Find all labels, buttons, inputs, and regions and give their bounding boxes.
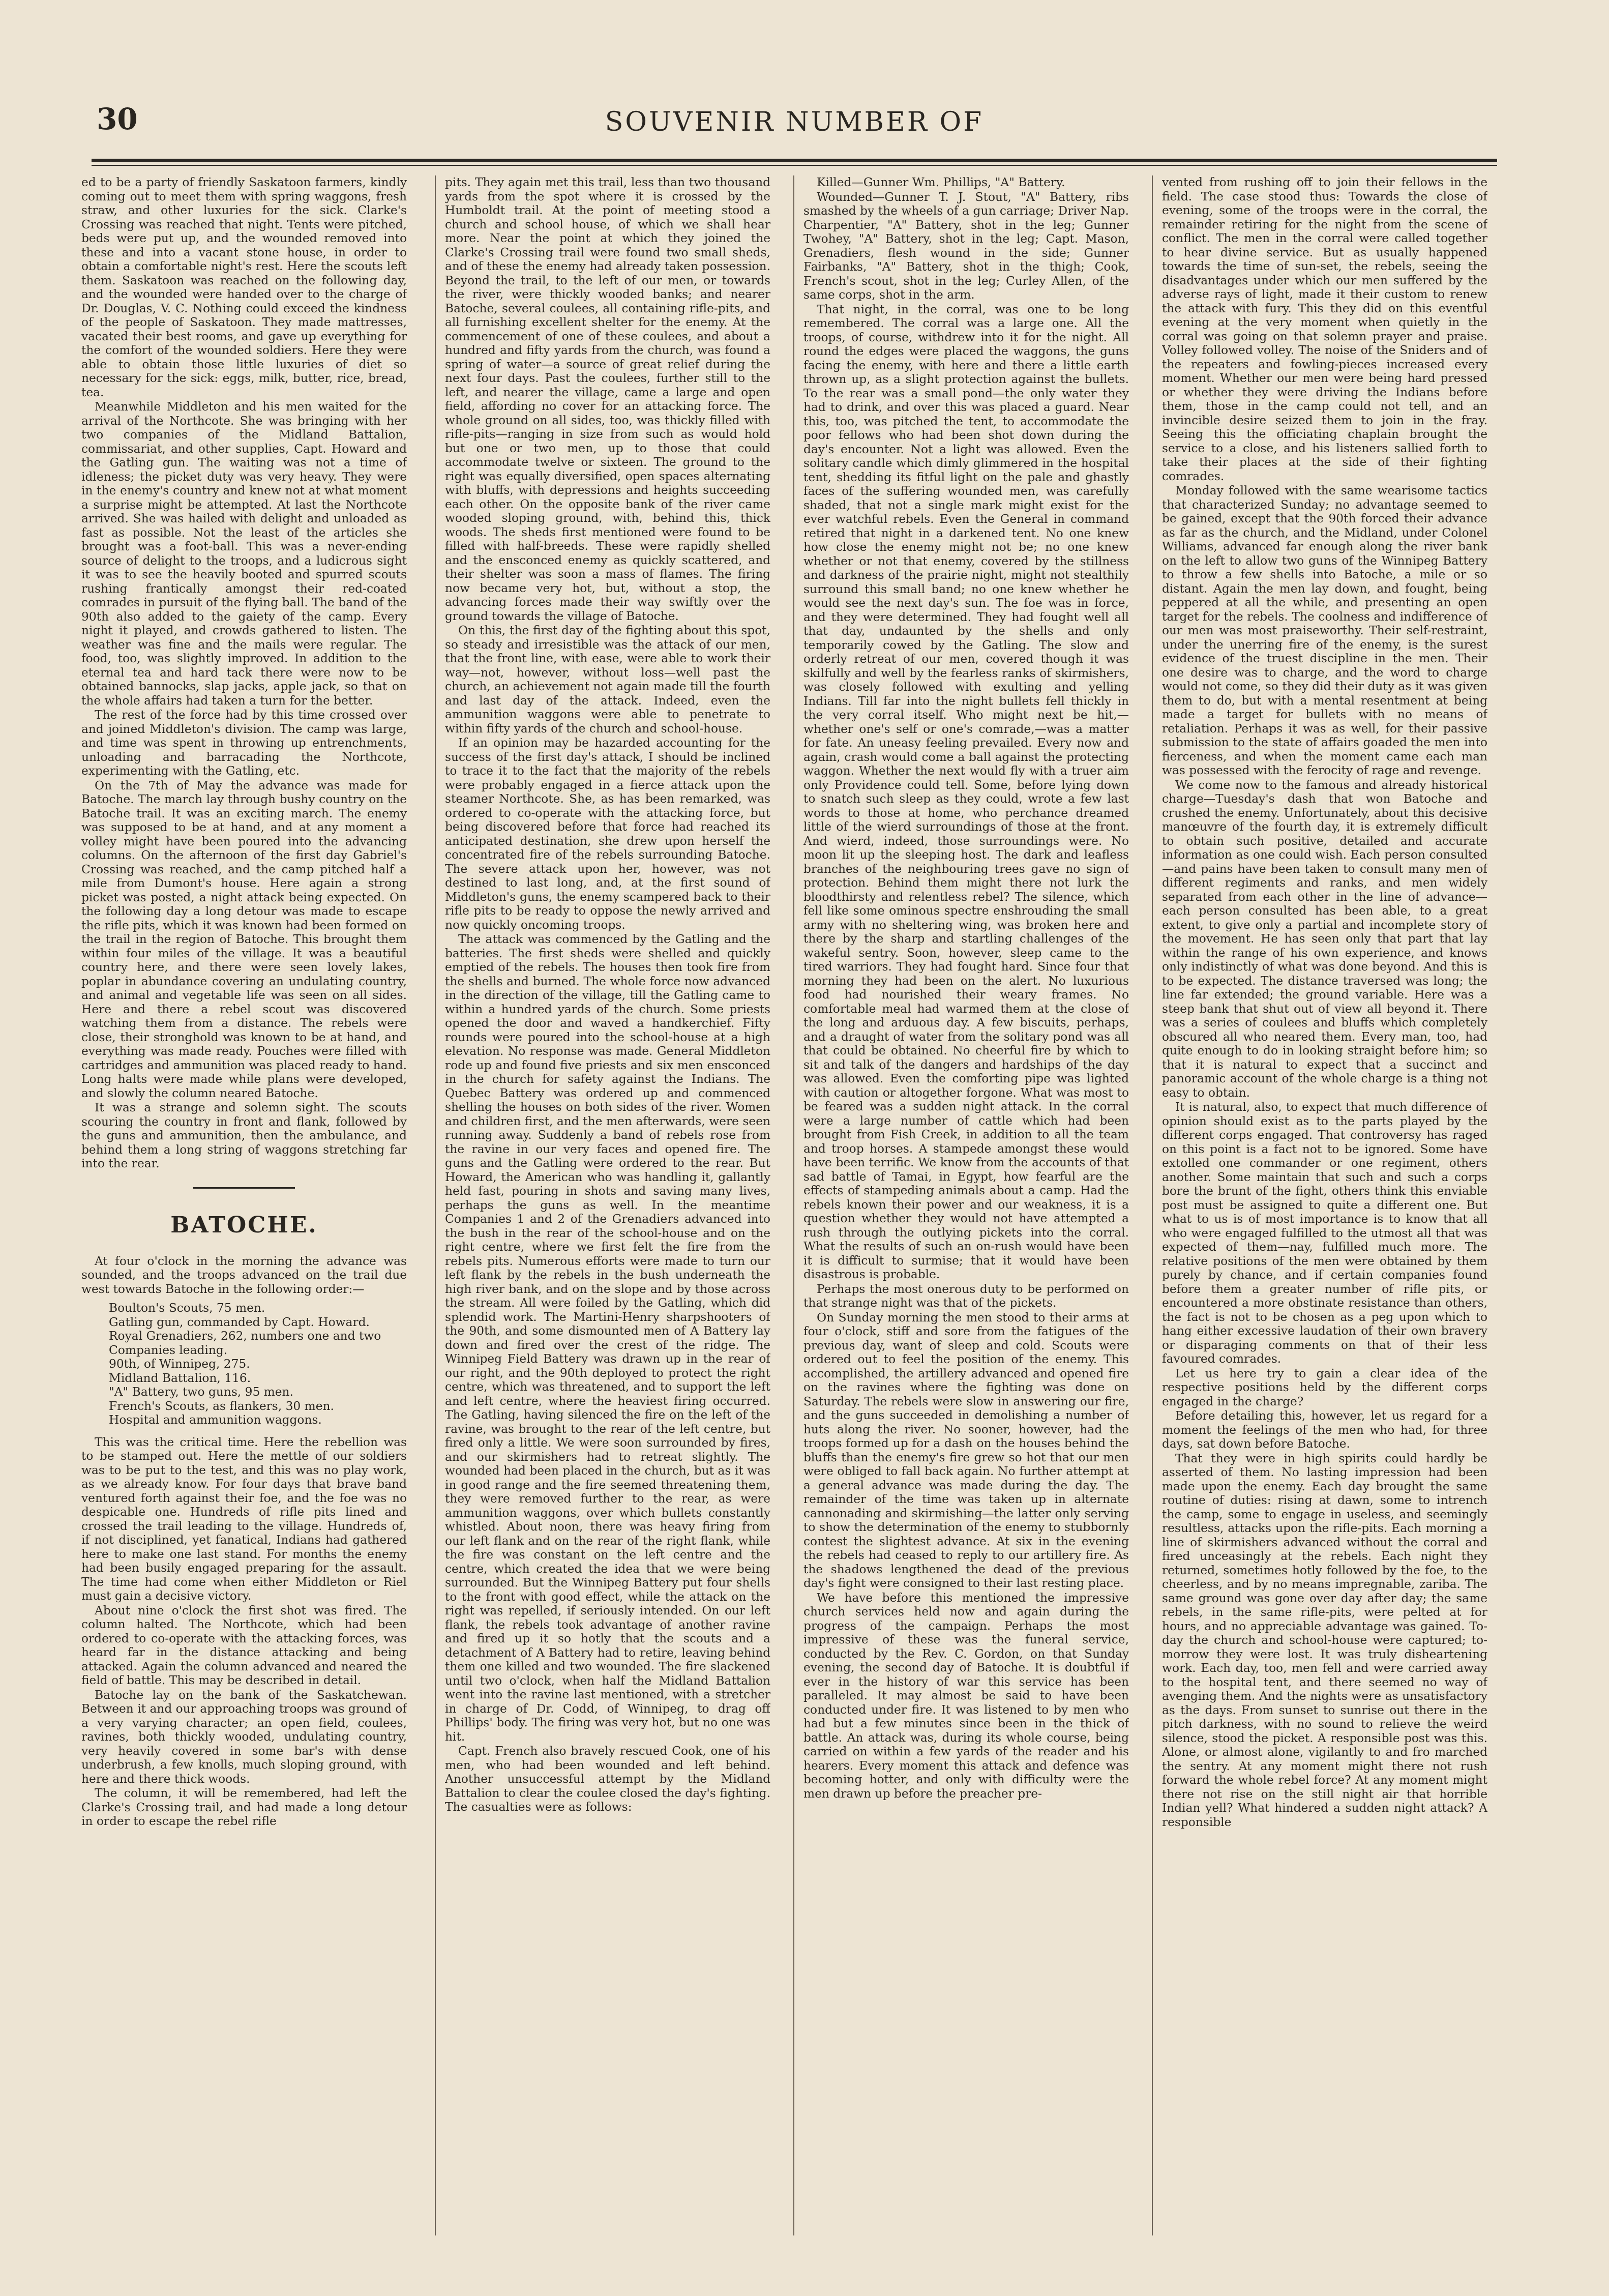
paragraph: The rest of the force had by this time crossed over and joined Middleton's division. The camp was large, and time was spent in throwing up entrenchments, unloading and barracading the Northcote, experimenting with the Gatling, etc.	[81, 708, 407, 778]
paragraph: About nine o'clock the first shot was fired. The column halted. The Northcote, which had been ordered to co-operate with the attacking forces, was heard far in the distance attacking and being attacked. Again the column advanced and neared the field of battle. This may be described in detail.	[81, 1603, 407, 1687]
paragraph: It is natural, also, to expect that much difference of opinion should exist as to the parts played by the different corps engaged. That controversy has raged on this point is a fact not to be ignored. Some have extolled one commander or one regiment, others another. Some maintain that such and such a corps bore the brunt of the fight, others think this enviable post must be assigned to quite a different one. But what to us is of most importance is to know that all who were engaged fulfilled to the utmost all that was expected of them—nay, fulfilled much more. The relative positions of the men were obtained by them purely by chance, and if certain companies found before them a greater number of rifle pits, or encountered a more obstinate resistance than others, the fact is not to be chosen as a peg upon which to hang either excessive laudation of their own bravery or disparaging comments on that of their less favoured comrades.	[1162, 1100, 1487, 1366]
roster-item: "A" Battery, two guns, 95 men.	[109, 1385, 293, 1399]
section-heading: BATOCHE.	[170, 1212, 318, 1238]
paragraph: That they were in high spirits could hardly be asserted of them. No lasting impression had been made upon the enemy. Each day brought the same routine of duties: rising at dawn, some to intrench the camp, some to engage in useless, and seemingly resultless, attacks upon the rifle-pits. Each morning a line of skirmishers advanced without the corral and fired unceasingly at the rebels. Each night they returned, sometimes hotly followed by the foe, to the cheerless, and by no means impregnable, zariba. The same ground was gone over day after day; the same rebels, in the same rifle-pits, were pelted at for hours, and no appreciable advantage was gained. To-day the church and school-house were captured; to-morrow they were lost. It was truly disheartening work. Each day, too, men fell and were carried away to the hospital tent, and there seemed no way of avenging them. And the nights were as unsatisfactory as the days. From sunset to sunrise out there in the pitch darkness, with no sound to relieve the weird silence, stood the picket. A responsible post was this. Alone, or almost alone, vigilantly to and fro marched the sentry. At any moment might there not rush forward the whole rebel force? At any moment might there not rise on the still night air that horrible Indian yell? What hindered a sudden night attack? A responsible	[1162, 1451, 1487, 1829]
roster-item: Boulton's Scouts, 75 men.	[109, 1301, 265, 1315]
paragraph: pits. They again met this trail, less than two thousand yards from the spot where it is crossed by the Humboldt trail. At the point of meeting stood a church and school house, of which we shall hear more. Near the point at which they joined the Clarke's Crossing trail were found two small sheds, and of these the enemy had already taken possession. Beyond the trail, to the left of our men, or towards the river, were thickly wooded banks; and nearer Batoche, several coulees, all containing rifle-pits, and all furnishing excellent shelter for the enemy. At the commencement of one of these coulees, and about a hundred and fifty yards from the church, was found a spring of water—a source of great relief during the next four days. Past the coulees, further still to the left, and nearer the village, came a large and open field, affording no cover for an attacking force. The whole ground on all sides, too, was thickly filled with rifle-pits—ranging in size from such as would hold but one or two men, up to those that could accommodate twelve or sixteen. The ground to the right was equally diversified, open spaces alternating with bluffs, with depressions and heights succeeding each other. On the opposite bank of the river came wooded sloping ground, with, behind this, thick woods. The sheds first mentioned were found to be filled with half-breeds. These were rapidly shelled and the ensconced enemy as quickly scattered, and their shelter was soon a mass of flames. The firing now became very hot, but, without a stop, the advancing forces made their way swiftly over the ground towards the village of Batoche.	[445, 175, 770, 623]
paragraph: If an opinion may be hazarded accounting for the success of the first day's attack, I should be inclined to trace it to the fact that the majority of the rebels were probably engaged in a fierce attack upon the steamer Northcote. She, as has been remarked, was ordered to co-operate with the attacking force, but being discovered before that force had reached its anticipated destination, she drew upon herself the concentrated fire of the rebels surrounding Batoche. The severe attack upon her, however, was not destined to last long, and, at the first sound of Middleton's guns, the enemy scampered back to their rifle pits to be ready to oppose the newly arrived and now quickly oncoming troops.	[445, 736, 770, 932]
column-2	[445, 175, 770, 2241]
roster-item: Hospital and ammunition waggons.	[109, 1413, 322, 1427]
roster-item: Gatling gun, commanded by Capt. Howard.	[109, 1315, 370, 1329]
running-title: SOUVENIR NUMBER OF	[605, 107, 984, 137]
paragraph: That night, in the corral, was one to be long remembered. The corral was a large one. All the troops, of course, withdrew into it for the night. All round the edges were placed the waggons, the guns facing the enemy, with here and there a little earth thrown up, as a slight protection against the bullets. To the rear was a small pond—the only water they had to drink, and over this was placed a guard. Near this, too, was pitched the tent, to accommodate the poor fellows who had been shot down during the day's encounter. Not a light was allowed. Even the solitary candle which dimly glimmered in the hospital tent, shedding its fitful light on the pale and ghastly faces of the suffering wounded men, was carefully shaded, that not a single mark might exist for the ever watchful rebels. Even the General in command retired that night in a darkened tent. No one knew how close the enemy might not be; no one knew whether or not that enemy, covered by the stillness and darkness of the prairie night, might not stealthily surround this small band; no one knew whether he would see the next day's sun. The foe was in force, and they were determined. They had fought well all that day, undaunted by the shells and only temporarily cowed by the Gatling. The slow and orderly retreat of our men, covered though it was skilfully and well by the fearless ranks of skirmishers, was closely followed with exulting and yelling Indians. Till far into the night bullets fell thickly in the very corral itself. Who might next be hit,—whether one's self or one's comrade,—was a matter for fate. An uneasy feeling prevailed. Every now and again, crash would come a ball against the protecting waggon. Whether the next would fly with a truer aim only Providence could tell. Some, before lying down to snatch such sleep as they could, wrote a few last words to those at home, who perchance dreamed little of the wierd surroundings of those at the front. And wierd, indeed, those surroundings were. No moon lit up the sleeping host. The dark and leafless branches of the neighbouring trees gave no sign of protection. Behind them might there not lurk the bloodthirsty and relentless rebel? The silence, which fell like some ominous spectre enshrouding the small army with no sheltering wing, was broken here and there by the sharp and startling challenges of the wakeful sentry. Soon, however, sleep came to the tired warriors. They had fought hard. Since four that morning they had been on the alert. No luxurious food had nourished their weary frames. No comfortable meal had warmed them at the close of the long and arduous day. A few biscuits, perhaps, and a draught of water from the solitary pond was all that could be obtained. No cheerful fire by which to sit and talk of the dangers and hardships of the day was allowed. Even the comforting pipe was lighted with caution or altogether forgone. What was most to be feared was a sudden night attack. In the corral were a large number of cattle which had been brought from Fish Creek, in addition to all the team and troop horses. A stampede amongst these would have been terrific. We know from the accounts of that sad battle of Tamai, in Egypt, how fearful are the effects of stampeding animals about a camp. Had the rebels known their power and our weakness, it is a question whether they would not have attempted a rush through the outlying pickets into the corral. What the results of such an on-rush would have been it is difficult to surmise; that it would have been disastrous is probable.	[803, 302, 1129, 1281]
paragraph: ed to be a party of friendly Saskatoon farmers, kindly coming out to meet them with spring waggons, fresh straw, and other luxuries for the sick. Clarke's Crossing was reached that night. Tents were pitched, beds were put up, and the wounded removed into these and into a vacant stone house, in order to obtain a comfortable night's rest. Here the scouts left them. Saskatoon was reached on the following day, and the wounded were handed over to the charge of Dr. Douglas, V. C. Nothing could exceed the kindness of the people of Saskatoon. They made mattresses, vacated their best rooms, and gave up everything for the comfort of the wounded soldiers. Here they were able to obtain those little luxuries of diet so necessary for the sick: eggs, milk, butter, rice, bread, tea.	[81, 175, 407, 399]
paragraph: Let us here try to gain a clear idea of the respective positions held by the different corps engaged in the charge?	[1162, 1366, 1487, 1408]
paragraph: It was a strange and solemn sight. The scouts scouring the country in front and flank, followed by the guns and ammunition, then the ambulance, and behind them a long string of waggons stretching far into the rear.	[81, 1101, 407, 1170]
paragraph: Batoche lay on the bank of the Saskatchewan. Between it and our approaching troops was ground of a very varying character; an open field, coulees, ravines, both thickly wooded, undulating country, very heavily covered in some bar's with dense underbrush, a few knolls, much sloping ground, with here and there thick woods.	[81, 1688, 407, 1786]
page-header	[92, 102, 1497, 158]
paragraph: Perhaps the most onerous duty to be performed on that strange night was that of the pickets.	[803, 1282, 1129, 1310]
column-4	[1162, 175, 1487, 2241]
troop-roster	[81, 1301, 407, 1427]
paragraph: On Sunday morning the men stood to their arms at four o'clock, stiff and sore from the fatigues of the previous day, want of sleep and cold. Scouts were ordered out to feel the position of the enemy. This accomplished, the artillery advanced and opened fire on the ravines where the fighting was done on Saturday. The rebels were slow in answering our fire, and the guns succeeded in demolishing a number of huts along the river. No sooner, however, had the troops formed up for a dash on the houses behind the bluffs than the enemy's fire grew so hot that our men were obliged to fall back again. No further attempt at a general advance was made during the day. The remainder of the time was taken up in alternate cannonading and skirmishing—the latter only serving to show the determination of the enemy to stubbornly contest the slightest advance. At six in the evening the rebels had ceased to reply to our artillery fire. As the shadows lengthened the dead of the previous day's fight were consigned to their last resting place.	[803, 1310, 1129, 1590]
page-number: 30	[97, 102, 138, 136]
paragraph: Monday followed with the same wearisome tactics that characterized Sunday; no advantage seemed to be gained, except that the 90th forced their advance as far as the church, and the Midland, under Colonel Williams, advanced far enough along the river bank on the left to allow two guns of the Winnipeg Battery to throw a few shells into Batoche, a mile or so distant. Again the men lay down, and fought, being peppered at all the while, and presenting an open target for the rebels. The coolness and indifference of our men was most praiseworthy. Their self-restraint, under the unerring fire of the enemy, is the surest evidence of the truest discipline in the men. Their one desire was to charge, and the word to charge would not come, so they did their duty as it was given them to do, but with a mental resentment at being made a target for bullets with no means of retaliation. Perhaps it was as well, for their passive submission to the state of affairs goaded the men into fierceness, and when the moment came each man was possessed with the ferocity of rage and revenge.	[1162, 484, 1487, 777]
section-divider	[193, 1187, 295, 1189]
paragraph: On this, the first day of the fighting about this spot, so steady and irresistible was the attack of our men, that the front line, with ease, were able to work their way—not, however, without loss—well past the church, an achievement not again made till the fourth and last day of the attack. Indeed, even the ammunition waggons were able to penetrate to within fifty yards of the church and school-house.	[445, 624, 770, 735]
roster-item: Royal Grenadiers, 262, numbers one and two Companies leading.	[109, 1329, 381, 1357]
paragraph: The column, it will be remembered, had left the Clarke's Crossing trail, and had made a long detour in order to escape the rebel rifle	[81, 1786, 407, 1828]
roster-item: French's Scouts, as flankers, 30 men.	[109, 1399, 334, 1413]
header-rule-thick	[92, 159, 1497, 162]
paragraph: The attack was commenced by the Gatling and the batteries. The first sheds were shelled and quickly emptied of the rebels. The houses then took fire from the shells and burned. The whole force now advanced in the direction of the village, till the Gatling came to within a hundred yards of the church. Some priests opened the door and waved a handkerchief. Fifty rounds were poured into the school-house at a high elevation. No response was made. General Middleton rode up and found five priests and six men ensconced in the church for safety against the Indians. The Quebec Battery was ordered up and commenced shelling the houses on both sides of the river. Women and children first, and the men afterwards, were seen running away. Suddenly a band of rebels rose from the ravine in our very faces and opened fire. The guns and the Gatling were ordered to the rear. But Howard, the American who was handling it, gallantly held fast, pouring in shots and saving many lives, perhaps the guns as well. In the meantime Companies 1 and 2 of the Grenadiers advanced into the bush in the rear of the school-house and on the right centre, where we first felt the fire from the rebels pits. Numerous efforts were made to turn our left flank by the rebels in the bush underneath the high river bank, and on the slope and by those across the stream. All were foiled by the Gatling, which did splendid work. The Martini-Henry sharpshooters of the 90th, and some dismounted men of A Battery lay down and fired over the crest of the ridge. The Winnipeg Field Battery was drawn up in the rear of our right, and the 90th deployed to protect the right centre, which was threatened, and to support the left and left centre, where the heaviest firing occurred. The Gatling, having silenced the fire on the left of the ravine, was brought to the rear of the left centre, but fired only a little. We were soon surrounded by fires, and our skirmishers had to retreat slightly. The wounded had been placed in the church, but as it was in good range and the fire seemed threatening them, they were removed further to the rear, as were ammunition waggons, over which bullets constantly whistled. About noon, there was heavy firing from our left flank and on the rear of the right flank, while the fire was constant on the left centre and the centre, which created the idea that we were being surrounded. But the Winnipeg Battery put four shells to the front with good effect, while the attack on the right was repelled, if seriously intended. On our left flank, the rebels took advantage of another ravine and fired up it so hotly that the scouts and a detachment of A Battery had to retire, leaving behind them one killed and two wounded. The fire slackened until two o'clock, when half the Midland Battalion went into the ravine last mentioned, with a stretcher in charge of Dr. Codd, of Winnipeg, to drag off Phillips' body. The firing was very hot, but no one was hit.	[445, 932, 770, 1744]
paragraph: We have before this mentioned the impressive church services held now and again during the progress of the campaign. Perhaps the most impressive of these was the funeral service, conducted by the Rev. C. Gordon, on that Sunday evening, the second day of Batoche. It is doubtful if ever in the history of war this service has been paralleled. It may almost be said to have been conducted under fire. It was listened to by men who had but a few minutes since been in the thick of battle. An attack was, during its whole course, being carried on within a few yards of the reader and his hearers. Every moment this attack and defence was becoming hotter, and only with difficulty were the men drawn up before the preacher pre-	[803, 1591, 1129, 1801]
column-3	[803, 175, 1129, 2241]
header-rule-thin	[92, 165, 1497, 166]
paragraph: At four o'clock in the morning the advance was sounded, and the troops advanced on the trail due west towards Batoche in the following order:—	[81, 1254, 407, 1296]
column-1	[81, 175, 407, 2241]
paragraph: Wounded—Gunner T. J. Stout, "A" Battery, ribs smashed by the wheels of a gun carriage; Driver Nap. Charpentier, "A" Battery, shot in the leg; Gunner Twohey, "A" Battery, shot in the leg; Capt. Mason, Grenadiers, flesh wound in the side; Gunner Fairbanks, "A" Battery, shot in the thigh; Cook, French's scout, shot in the leg; Curley Allen, of the same corps, shot in the arm.	[803, 190, 1129, 302]
roster-item: Midland Battalion, 116.	[109, 1371, 251, 1385]
paragraph: Before detailing this, however, let us regard for a moment the feelings of the men who had, for three days, sat down before Batoche.	[1162, 1409, 1487, 1451]
paragraph: Capt. French also bravely rescued Cook, one of his men, who had been wounded and left behind. Another unsuccessful attempt by the Midland Battalion to clear the coulee closed the day's fighting. The casualties were as follows:	[445, 1744, 770, 1814]
roster-item: 90th, of Winnipeg, 275.	[109, 1357, 250, 1371]
paragraph: vented from rushing off to join their fellows in the field. The case stood thus: Towards the close of evening, some of the troops were in the corral, the remainder retiring for the night from the scene of conflict. The men in the corral were called together to hear divine service. But as usually happened towards the time of sun-set, the rebels, seeing the disadvantages under which our men suffered by the adverse rays of light, made it their custom to renew the attack with fury. This they did on this eventful evening at the very moment when quietly in the corral was going on that solemn prayer and praise. Volley followed volley. The noise of the Sniders and of the repeaters and fowling-pieces increased every moment. Whether our men were being hard pressed or whether they were driving the Indians before them, those in the camp could not tell, and an invincible desire seized them to join in the fray. Seeing this the officiating chaplain brought the service to a close, and his listeners sallied forth to take their places at the side of their fighting comrades.	[1162, 175, 1487, 483]
paragraph: We come now to the famous and already historical charge—Tuesday's dash that won Batoche and crushed the enemy. Unfortunately, about this decisive manœuvre of the fourth day, it is extremely difficult to obtain such positive, detailed and accurate information as one could wish. Each person consulted—and pains have been taken to consult many men of different regiments and ranks, and men widely separated from each other in the line of advance—each person consulted has been able, to a great extent, to give only a partial and incomplete story of the movement. He has seen only that part that lay within the range of his own experience, and knows only indistinctly of what was done beyond. And this is to be expected. The distance traversed was long; the line far extended; the ground variable. Here was a steep bank that shut out of view all beyond it. There was a series of coulees and bluffs which completely obscured all who neared them. Every man, too, had quite enough to do in looking straight before him; so that it is natural to expect that a succinct and panoramic account of the whole charge is a thing not easy to obtain.	[1162, 778, 1487, 1100]
paragraph: This was the critical time. Here the rebellion was to be stamped out. Here the mettle of our soldiers was to be put to the test, and this was no play work, as we already know. For four days that brave band ventured forth against their foe, and the foe was no despicable one. Hundreds of rifle pits lined and crossed the trail leading to the village. Hundreds of, if not disciplined, yet fanatical, Indians had gathered here to make one last stand. For months the enemy had been busily engaged preparing for the assault. The time had come when either Middleton or Riel must gain a decisive victory.	[81, 1435, 407, 1603]
paragraph: On the 7th of May the advance was made for Batoche. The march lay through bushy country on the Batoche trail. It was an exciting march. The enemy was supposed to be at hand, and at any moment a volley might have been poured into the advancing columns. On the afternoon of the first day Gabriel's Crossing was reached, and the camp pitched half a mile from Dumont's house. Here again a strong picket was posted, a night attack being expected. On the following day a long detour was made to escape the rifle pits, which it was known had been formed on the trail in the region of Batoche. This brought them within four miles of the village. It was a beautiful country here, and there were seen lovely lakes, poplar in abundance covering an undulating country, and animal and vegetable life was seen on all sides. Here and there a rebel scout was discovered watching them from a distance. The rebels were close, their stronghold was known to be at hand, and everything was made ready. Pouches were filled with cartridges and ammunition was placed ready to hand. Long halts were made while plans were developed, and slowly the column neared Batoche.	[81, 778, 407, 1100]
article-columns	[81, 175, 1500, 2241]
paragraph: Killed—Gunner Wm. Phillips, "A" Battery.	[817, 175, 1065, 189]
paragraph: Meanwhile Middleton and his men waited for the arrival of the Northcote. She was bringing with her two companies of the Midland Battalion, commissariat, and other supplies, Capt. Howard and the Gatling gun. The waiting was not a time of idleness; the picket duty was very heavy. They were in the enemy's country and knew not at what moment a surprise might be attempted. At last the Northcote arrived. She was hailed with delight and unloaded as fast as possible. Not the least of the articles she brought was a foot-ball. This was a never-ending source of delight to the troops, and a ludicrous sight it was to see the heavily booted and spurred scouts rushing frantically amongst their red-coated comrades in pursuit of the flying ball. The band of the 90th also added to the gaiety of the camp. Every night it played, and crowds gathered to listen. The weather was fine and the mails were regular. The food, too, was slightly improved. In addition to the eternal tea and hard tack there were now to be obtained bannocks, slap jacks, apple jack, so that on the whole affairs had taken a turn for the better.	[81, 400, 407, 708]
